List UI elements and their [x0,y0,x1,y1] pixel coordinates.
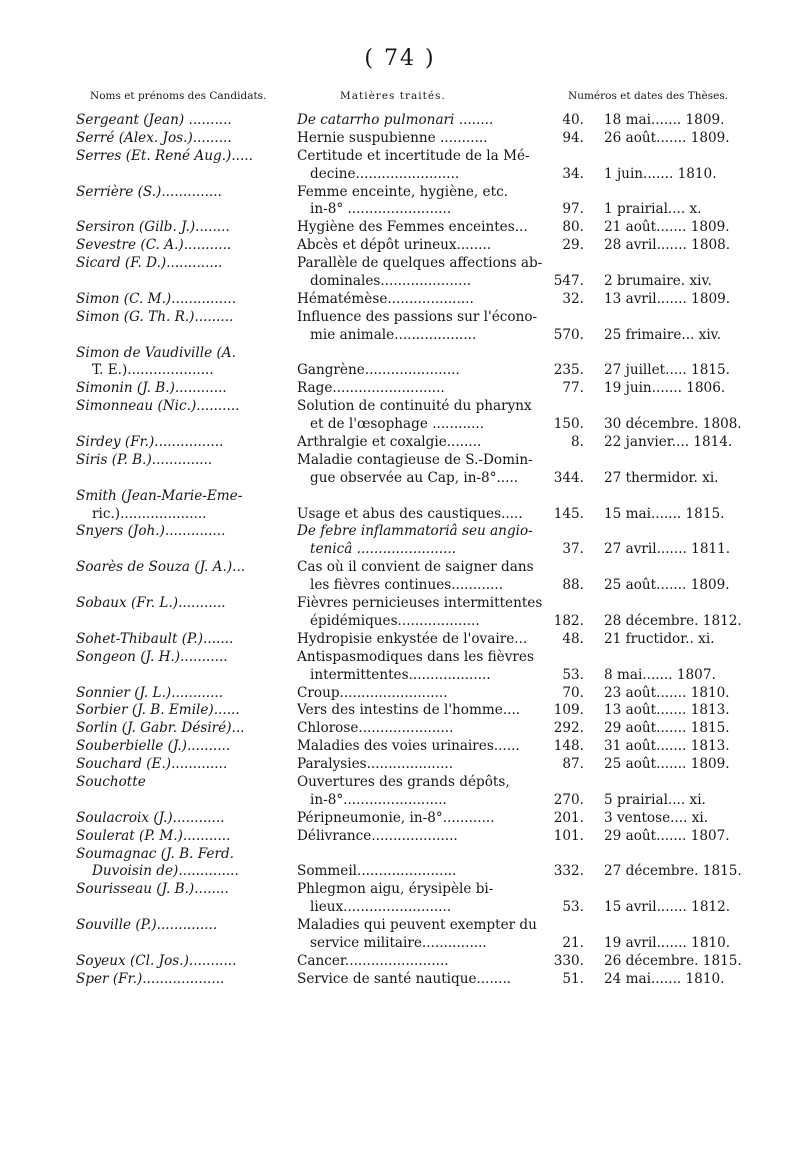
entry-line [0,452,800,470]
entry-line [0,398,800,416]
thesis-subject: Solution de continuité du pharynx [297,398,532,415]
entry-line [0,470,800,488]
candidate-name: Serrière (S.).............. [76,183,222,200]
thesis-date: 18 mai....... 1809. [604,112,725,128]
thesis-number: 29. [562,237,584,254]
entry-line [0,702,800,720]
entry-line [0,595,800,613]
candidate-name: Serré (Alex. Jos.)......... [76,129,232,146]
entry-line [0,362,800,380]
thesis-subject: tenicâ ....................... [310,541,457,558]
thesis-number: 8. [571,434,584,451]
thesis-subject: gue observée au Cap, in-8°..... [310,469,519,486]
thesis-subject: Femme enceinte, hygiène, etc. [297,183,509,200]
thesis-date: 25 août....... 1809. [604,577,730,594]
thesis-subject: in-8°........................ [310,791,447,808]
entry-line [0,184,800,202]
thesis-subject: Rage.......................... [297,380,445,397]
thesis-subject: Cas où il convient de saigner dans [297,559,534,576]
thesis-subject: Service de santé nautique........ [297,970,512,987]
thesis-date: 27 juillet..... 1815. [604,362,730,379]
thesis-date: 29 août....... 1815. [604,720,730,737]
thesis-subject: Vers des intestins de l'homme.... [297,702,521,719]
thesis-subject: Parallèle de quelques affections ab- [297,255,543,272]
thesis-number: 109. [553,702,584,719]
thesis-date: 5 prairial.... xi. [604,791,706,808]
thesis-number: 547. [553,273,584,290]
thesis-date: 30 décembre. 1808. [604,416,742,433]
candidate-name: Sorbier (J. B. Emile)...... [76,702,240,719]
candidate-name: Duvoisin de).............. [92,863,239,880]
thesis-subject: Sommeil....................... [297,863,457,880]
entry-line [0,434,800,452]
candidate-name: Serres (Et. René Aug.)..... [76,147,253,164]
candidate-name: Souberbielle (J.).......... [76,738,231,755]
entry-line [0,917,800,935]
thesis-subject: Usage et abus des caustiques..... [297,505,523,522]
entry-line [0,380,800,398]
thesis-subject: Hématémèse.................... [297,290,474,307]
thesis-date: 28 avril....... 1808. [604,237,731,254]
thesis-number: 70. [562,684,584,701]
thesis-number: 53. [562,899,584,916]
thesis-date: 13 avril....... 1809. [604,290,731,307]
entry-line [0,667,800,685]
thesis-subject: Chlorose...................... [297,720,454,737]
entry-line [0,219,800,237]
thesis-subject: service militaire............... [310,934,487,951]
thesis-date: 21 fructidor.. xi. [604,630,715,647]
candidate-name: Sersiron (Gilb. J.)........ [76,219,230,236]
thesis-number: 270. [553,791,584,808]
thesis-number: 53. [562,666,584,683]
candidate-name: Soumagnac (J. B. Ferd. [76,845,234,862]
candidate-name: Soulacroix (J.)............ [76,809,225,826]
thesis-number: 292. [553,720,584,737]
entry-line [0,327,800,345]
candidate-name: Sohet-Thibault (P.)....... [76,630,234,647]
thesis-date: 3 ventose.... xi. [604,809,709,826]
entry-line [0,863,800,881]
column-header-subjects: Matières traités. [340,90,446,102]
candidate-name: Songeon (J. H.)........... [76,648,228,665]
thesis-subject: Cancer........................ [297,952,449,969]
thesis-date: 1 prairial.... x. [604,201,702,218]
candidate-name: Simonin (J. B.)............ [76,380,227,397]
thesis-subject: in-8° ........................ [310,201,452,218]
thesis-number: 235. [553,362,584,379]
thesis-number: 77. [562,380,584,397]
entry-line [0,577,800,595]
thesis-date: 19 juin....... 1806. [604,380,726,397]
entry-line [0,488,800,506]
entry-line [0,685,800,703]
thesis-number: 51. [562,970,584,987]
entry-line [0,756,800,774]
thesis-subject: épidémiques................... [310,612,480,629]
candidate-name: Simon (C. M.)............... [76,290,237,307]
entry-line [0,166,800,184]
entry-line [0,649,800,667]
thesis-number: 97. [562,201,584,218]
thesis-number: 88. [562,577,584,594]
candidate-name: Sergeant (Jean) .......... [76,112,232,128]
candidate-name: ric.).................... [92,505,207,522]
candidate-name: Simonneau (Nic.).......... [76,398,240,415]
thesis-date: 1 juin....... 1810. [604,165,717,182]
entry-line [0,309,800,327]
entry-line [0,881,800,899]
thesis-subject: Influence des passions sur l'écono- [297,308,538,325]
thesis-number: 330. [553,952,584,969]
entry-line [0,237,800,255]
entry-line [0,148,800,166]
thesis-subject: Maladies qui peuvent exempter du [297,917,537,934]
candidate-name: Simon de Vaudiville (A. [76,344,236,361]
thesis-number: 570. [553,326,584,343]
thesis-subject: Certitude et incertitude de la Mé- [297,147,530,164]
thesis-subject: Péripneumonie, in-8°............ [297,809,495,826]
thesis-number: 148. [553,738,584,755]
candidate-name: Sourisseau (J. B.)........ [76,881,229,898]
thesis-date: 21 août....... 1809. [604,219,730,236]
thesis-subject: dominales..................... [310,273,472,290]
thesis-subject: mie animale................... [310,326,477,343]
entry-line [0,846,800,864]
thesis-subject: intermittentes................... [310,666,491,683]
thesis-date: 27 avril....... 1811. [604,541,731,558]
thesis-number: 182. [553,612,584,629]
thesis-date: 26 août....... 1809. [604,129,730,146]
candidate-name: Sonnier (J. L.)............ [76,684,224,701]
thesis-date: 26 décembre. 1815. [604,952,742,969]
entry-line [0,792,800,810]
entry-line [0,523,800,541]
entry-line [0,631,800,649]
thesis-subject: Maladies des voies urinaires...... [297,738,520,755]
thesis-subject: Croup......................... [297,684,448,701]
thesis-date: 25 frimaire... xiv. [604,326,722,343]
thesis-number: 32. [562,290,584,307]
entry-line [0,738,800,756]
candidate-name: Sobaux (Fr. L.)........... [76,595,226,612]
thesis-subject: Maladie contagieuse de S.-Domin- [297,451,533,468]
thesis-date: 28 décembre. 1812. [604,612,742,629]
candidate-name: Sirdey (Fr.)................ [76,434,224,451]
candidate-name: Souchard (E.)............. [76,756,228,773]
thesis-subject: Hydropisie enkystée de l'ovaire... [297,630,528,647]
thesis-number: 80. [562,219,584,236]
thesis-subject: Arthralgie et coxalgie........ [297,434,482,451]
thesis-subject: Délivrance.................... [297,827,458,844]
entry-line [0,506,800,524]
entry-line [0,810,800,828]
thesis-subject: decine........................ [310,165,460,182]
entry-line [0,201,800,219]
column-header-numbers: Numéros et dates des Thèses. [568,90,729,102]
candidate-name: Snyers (Joh.).............. [76,523,226,540]
entry-line [0,828,800,846]
thesis-date: 23 août....... 1810. [604,684,730,701]
entry-line [0,541,800,559]
candidate-name: Sper (Fr.)................... [76,970,225,987]
thesis-subject: De catarrho pulmonari ........ [297,112,494,128]
thesis-subject: les fièvres continues............ [310,577,504,594]
candidate-name: Sorlin (J. Gabr. Désiré)... [76,720,245,737]
thesis-subject: Phlegmon aigu, érysipèle bi- [297,881,494,898]
thesis-number: 48. [562,630,584,647]
thesis-subject: De febre inflammatoriâ seu angio- [297,523,533,540]
thesis-number: 145. [553,505,584,522]
thesis-date: 24 mai....... 1810. [604,970,725,987]
candidate-name: Soulerat (P. M.)........... [76,827,231,844]
entry-line [0,613,800,631]
candidate-name: Soarès de Souza (J. A.)... [76,559,246,576]
entry-line [0,899,800,917]
column-header-names: Noms et prénoms des Candidats. [90,90,267,102]
entry-line [0,273,800,291]
thesis-date: 27 thermidor. xi. [604,469,719,486]
entry-line [0,559,800,577]
entry-line [0,935,800,953]
thesis-subject: Abcès et dépôt urineux........ [297,237,492,254]
thesis-date: 8 mai....... 1807. [604,666,716,683]
thesis-number: 150. [553,416,584,433]
entry-line [0,130,800,148]
entry-line [0,291,800,309]
candidate-name: Souchotte [76,773,146,790]
entry-line [0,720,800,738]
candidate-name: Soyeux (Cl. Jos.)........... [76,952,237,969]
thesis-subject: Hernie suspubienne ........... [297,129,488,146]
thesis-subject: Hygiène des Femmes enceintes... [297,219,528,236]
thesis-date: 22 janvier.... 1814. [604,434,733,451]
thesis-number: 40. [562,112,584,128]
thesis-date: 2 brumaire. xiv. [604,273,712,290]
thesis-number: 21. [562,934,584,951]
thesis-number: 94. [562,129,584,146]
thesis-date: 15 avril....... 1812. [604,899,731,916]
candidate-name: Sevestre (C. A.)........... [76,237,232,254]
candidate-name: Sicard (F. D.)............. [76,255,223,272]
thesis-number: 101. [553,827,584,844]
entry-line [0,953,800,971]
thesis-subject: lieux......................... [310,899,452,916]
thesis-date: 27 décembre. 1815. [604,863,742,880]
thesis-date: 29 août....... 1807. [604,827,730,844]
entry-line [0,112,800,130]
thesis-subject: Paralysies.................... [297,756,454,773]
thesis-date: 25 août....... 1809. [604,756,730,773]
thesis-number: 344. [553,469,584,486]
candidate-name: Simon (G. Th. R.)......... [76,308,234,325]
thesis-subject: Gangrène...................... [297,362,460,379]
thesis-subject: Ouvertures des grands dépôts, [297,773,510,790]
entry-line [0,774,800,792]
thesis-date: 13 août....... 1813. [604,702,730,719]
entry-line [0,971,800,989]
thesis-number: 201. [553,809,584,826]
page-number: ( 74 ) [364,46,436,71]
thesis-subject: Antispasmodiques dans les fièvres [297,648,534,665]
thesis-number: 332. [553,863,584,880]
entry-line [0,416,800,434]
entry-line [0,255,800,273]
candidate-name: Smith (Jean-Marie-Eme- [76,487,243,504]
thesis-subject: et de l'œsophage ............ [310,416,485,433]
thesis-date: 31 août....... 1813. [604,738,730,755]
candidate-name: T. E.).................... [92,362,214,379]
entry-line [0,345,800,363]
thesis-list [0,112,800,989]
candidate-name: Souville (P.).............. [76,917,218,934]
thesis-number: 37. [562,541,584,558]
thesis-number: 87. [562,756,584,773]
thesis-date: 15 mai....... 1815. [604,505,725,522]
thesis-subject: Fièvres pernicieuses intermittentes [297,595,543,612]
thesis-number: 34. [562,165,584,182]
candidate-name: Siris (P. B.).............. [76,451,213,468]
thesis-date: 19 avril....... 1810. [604,934,731,951]
